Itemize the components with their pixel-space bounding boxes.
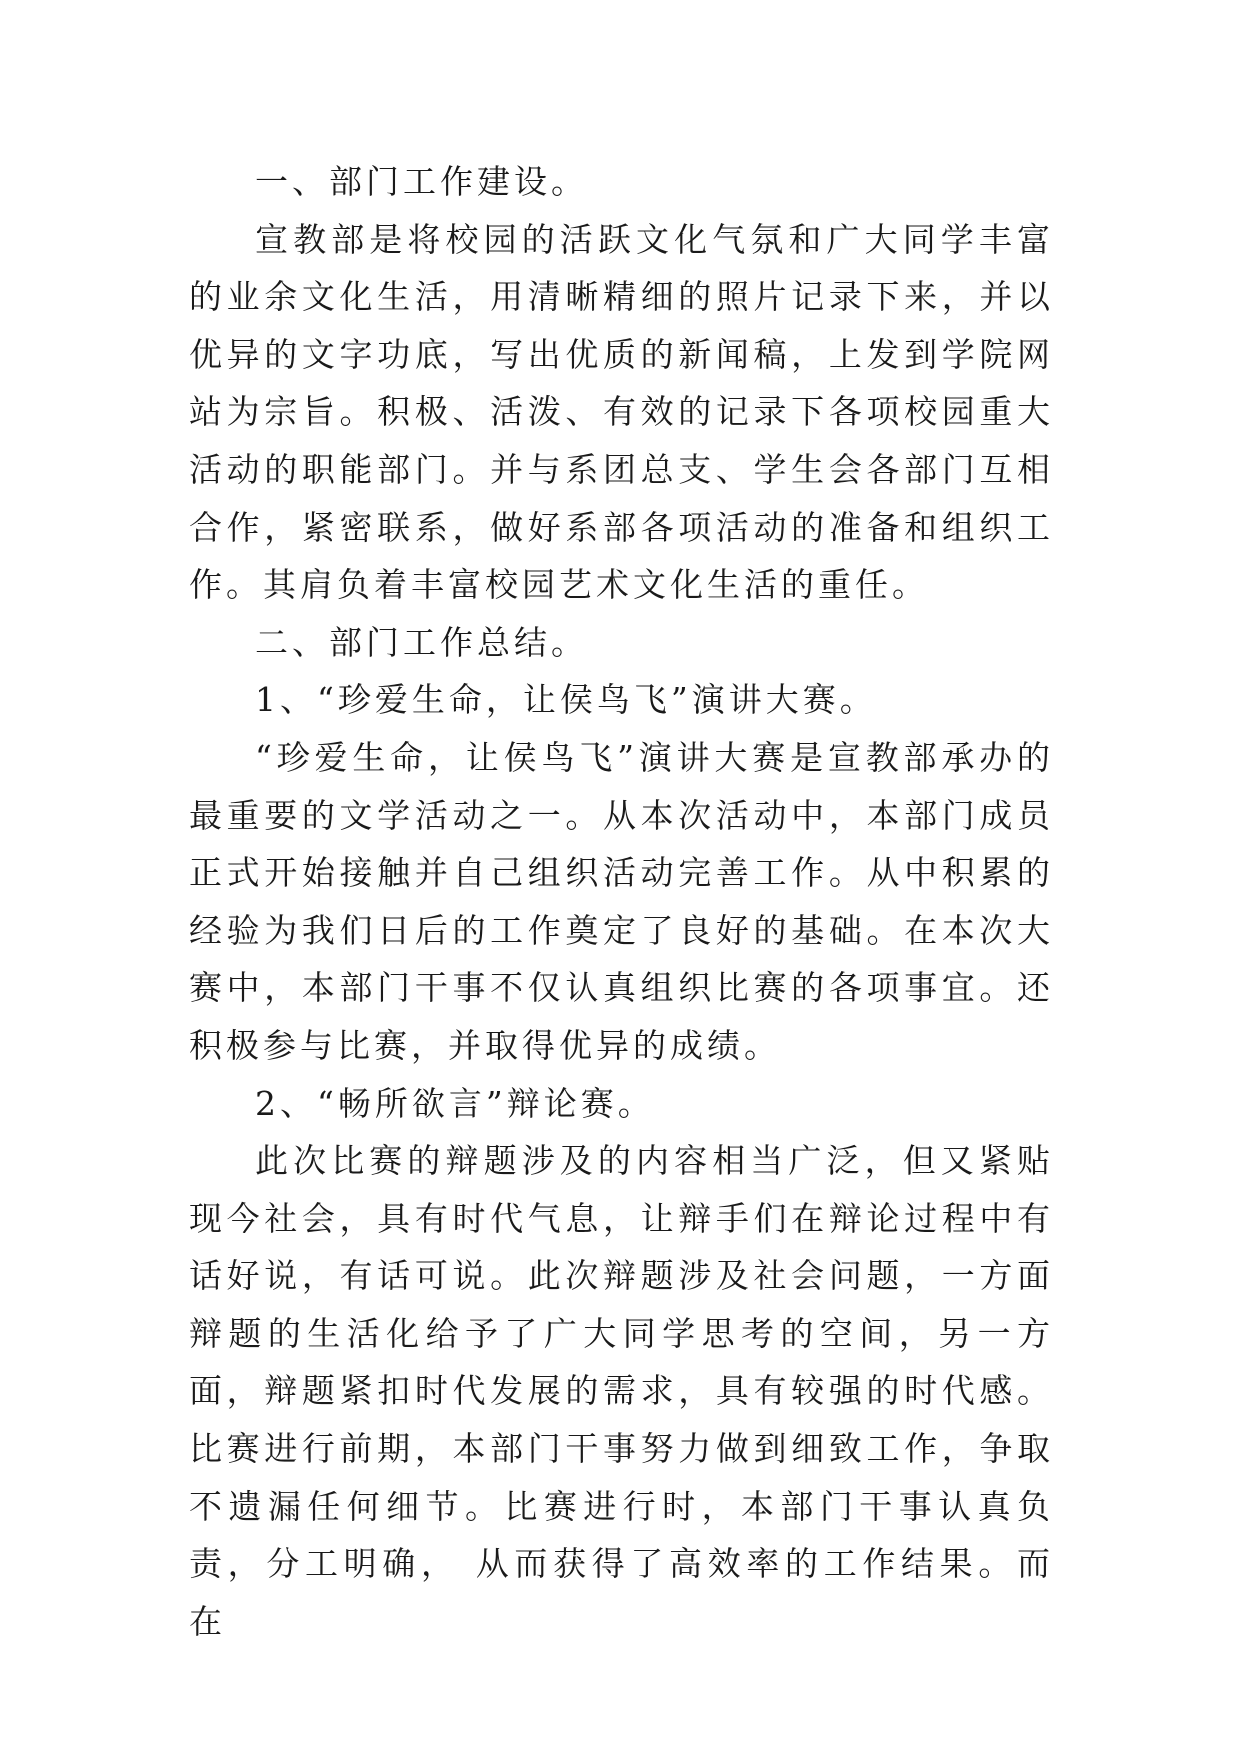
- subheading-debate-contest: 2、“畅所欲言”辩论赛。: [255, 1083, 655, 1123]
- paragraph-debate-contest: 此次比赛的辩题涉及的内容相当广泛，但又紧贴现今社会，具有时代气息，让辩手们在辩论过程中有话好说，有话可说。此次辩题涉及社会问题，一方面辩题的生活化给予了广大同学思考的空间，另一方面，辩题紧扣时代发展的需求，具有较强的时代感。比赛进行前期，本部门干事努力做到细致工作，争取不遗漏任何细节。比赛进行时，本部门干事认真负责，分工明确， 从而获得了高效率的工作结果。而在: [189, 1141, 1054, 1641]
- document-body: [189, 153, 1054, 1650]
- section-heading-2: 二、部门工作总结。: [255, 622, 588, 662]
- paragraph-speech-contest: “珍爱生命，让侯鸟飞”演讲大赛是宣教部承办的最重要的文学活动之一。从本次活动中，本部门成员正式开始接触并自己组织活动完善工作。从中积累的经验为我们日后的工作奠定了良好的基础。在本次大赛中，本部门干事不仅认真组织比赛的各项事宜。还积极参与比赛，并取得优异的成绩。: [189, 737, 1054, 1065]
- paragraph-department-intro: 宣教部是将校园的活跃文化气氛和广大同学丰富的业余文化生活，用清晰精细的照片记录下来，并以优异的文字功底，写出优质的新闻稿，上发到学院网站为宗旨。积极、活泼、有效的记录下各项校园重大活动的职能部门。并与系团总支、学生会各部门互相合作，紧密联系，做好系部各项活动的准备和组织工作。其肩负着丰富校园艺术文化生活的重任。: [189, 219, 1054, 605]
- subheading-speech-contest: 1、“珍爱生命，让侯鸟飞”演讲大赛。: [255, 680, 877, 720]
- section-heading-1: 一、部门工作建设。: [255, 162, 588, 201]
